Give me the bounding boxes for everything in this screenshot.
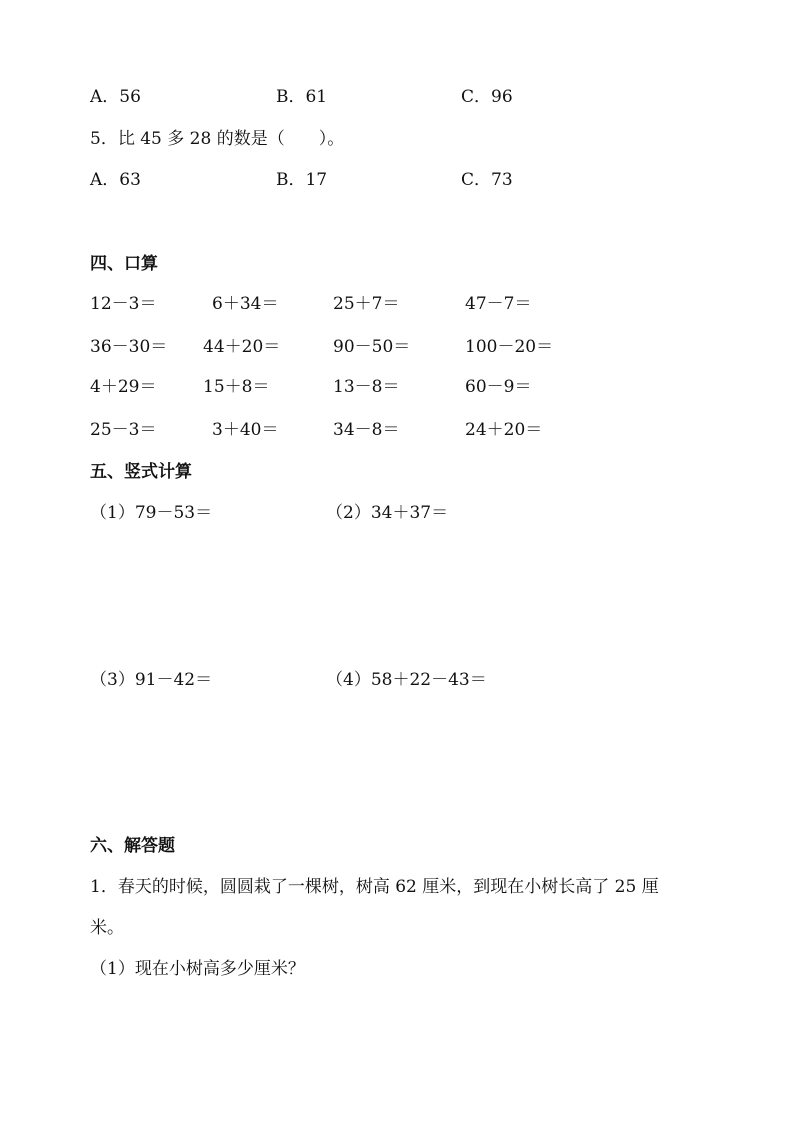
oral-calc-item: 6＋34＝ — [212, 294, 279, 314]
q5-question: 5．比 45 多 28 的数是（ ）。 — [90, 129, 345, 149]
oral-calc-item: 12－3＝ — [90, 294, 157, 314]
section4-title: 四、口算 — [90, 254, 158, 274]
problem1-subquestion-1: （1）现在小树高多少厘米？ — [90, 959, 305, 979]
q5-option-a: A．63 — [90, 170, 141, 190]
oral-calc-item: 90－50＝ — [333, 337, 411, 357]
q4-option-b: B．61 — [276, 87, 328, 107]
oral-calc-item: 3＋40＝ — [212, 420, 279, 440]
oral-calc-item: 15＋8＝ — [203, 377, 270, 397]
vertical-calc-item: （2）34＋37＝ — [326, 503, 449, 523]
oral-calc-item: 4＋29＝ — [90, 377, 157, 397]
q4-option-c: C．96 — [461, 87, 513, 107]
section5-title: 五、竖式计算 — [90, 462, 192, 482]
oral-calc-item: 36－30＝ — [90, 337, 168, 357]
oral-calc-item: 25－3＝ — [90, 420, 157, 440]
oral-calc-item: 44＋20＝ — [203, 337, 281, 357]
problem1-text: 1．春天的时候，圆圆栽了一棵树，树高 62 厘米，到现在小树长高了 25 厘 — [90, 877, 659, 897]
vertical-calc-item: （1）79－53＝ — [90, 503, 213, 523]
oral-calc-item: 34－8＝ — [333, 420, 400, 440]
q5-option-c: C．73 — [461, 170, 513, 190]
oral-calc-item: 24＋20＝ — [465, 420, 543, 440]
oral-calc-item: 60－9＝ — [465, 377, 532, 397]
oral-calc-item: 47－7＝ — [465, 294, 532, 314]
section6-title: 六、解答题 — [90, 836, 175, 856]
oral-calc-item: 13－8＝ — [333, 377, 400, 397]
q5-option-b: B．17 — [276, 170, 328, 190]
vertical-calc-item: （3）91－42＝ — [90, 670, 213, 690]
problem1-text-continued: 米。 — [90, 918, 124, 938]
oral-calc-item: 25＋7＝ — [333, 294, 400, 314]
vertical-calc-item: （4）58＋22－43＝ — [326, 670, 487, 690]
q4-option-a: A．56 — [90, 87, 141, 107]
oral-calc-item: 100－20＝ — [465, 337, 554, 357]
